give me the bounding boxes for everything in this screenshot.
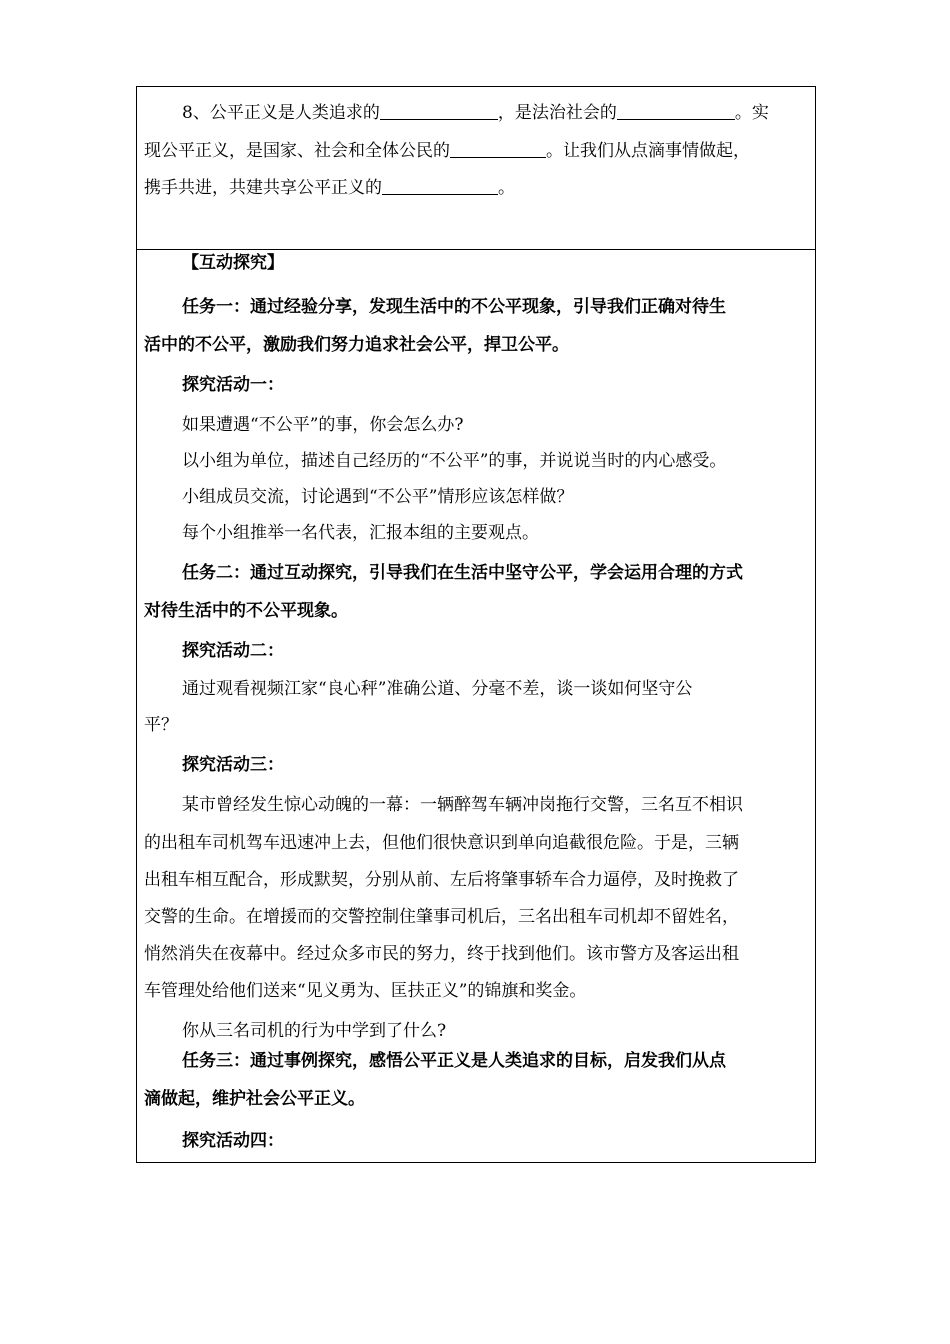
text: ，是法治社会的 bbox=[497, 103, 617, 123]
text: 8、公平正义是人类追求的 bbox=[182, 103, 380, 123]
section-heading: 【互动探究】 bbox=[182, 253, 284, 273]
activity-2-title: 探究活动二： bbox=[182, 641, 284, 661]
table-cell-fill-in bbox=[136, 86, 816, 250]
activity-1-question-3: 小组成员交流，讨论遇到“不公平”情形应该怎样做？ bbox=[182, 487, 574, 507]
activity-3-line-6: 车管理处给他们送来“见义勇为、匡扶正义”的锦旗和奖金。 bbox=[144, 981, 587, 1001]
answer-blank[interactable] bbox=[382, 176, 498, 195]
activity-1-question-4: 每个小组推举一名代表，汇报本组的主要观点。 bbox=[182, 523, 539, 543]
text: 。让我们从点滴事情做起， bbox=[546, 141, 750, 161]
text: 携手共进，共建共享公平正义的 bbox=[144, 178, 382, 198]
text: 。实 bbox=[734, 103, 769, 123]
activity-1-question-2: 以小组为单位，描述自己经历的“不公平”的事，并说说当时的内心感受。 bbox=[182, 451, 727, 471]
answer-blank[interactable] bbox=[450, 139, 546, 158]
question-8-line-2 bbox=[144, 139, 750, 163]
activity-1-title: 探究活动一： bbox=[182, 375, 284, 395]
task-3-line-2: 滴做起，维护社会公平正义。 bbox=[144, 1089, 365, 1109]
activity-4-title: 探究活动四： bbox=[182, 1131, 284, 1151]
activity-1-question-1: 如果遭遇“不公平”的事，你会怎么办? bbox=[182, 415, 464, 435]
activity-3-line-5: 悄然消失在夜幕中。经过众多市民的努力，终于找到他们。该市警方及客运出租 bbox=[144, 944, 739, 964]
answer-blank[interactable] bbox=[380, 101, 498, 120]
text: 现公平正义，是国家、社会和全体公民的 bbox=[144, 141, 450, 161]
activity-3-line-3: 出租车相互配合，形成默契，分别从前、左后将肇事轿车合力逼停，及时挽救了 bbox=[144, 870, 739, 890]
task-2-line-1: 任务二：通过互动探究，引导我们在生活中坚守公平，学会运用合理的方式 bbox=[182, 563, 743, 583]
table-cell-inquiry bbox=[136, 249, 816, 1163]
task-1-line-2: 活中的不公平，激励我们努力追求社会公平，捍卫公平。 bbox=[144, 335, 569, 355]
activity-3-line-1: 某市曾经发生惊心动魄的一幕：一辆醉驾车辆冲岗拖行交警，三名互不相识 bbox=[182, 795, 743, 815]
activity-3-line-2: 的出租车司机驾车迅速冲上去，但他们很快意识到单向追截很危险。于是，三辆 bbox=[144, 833, 739, 853]
activity-3-title: 探究活动三： bbox=[182, 755, 284, 775]
question-8-line-1 bbox=[182, 101, 769, 125]
text: 。 bbox=[498, 178, 515, 198]
question-8-line-3 bbox=[144, 176, 515, 200]
answer-blank[interactable] bbox=[617, 101, 735, 120]
activity-2-line-1: 通过观看视频江家“良心秤”准确公道、分毫不差，谈一谈如何坚守公 bbox=[182, 679, 693, 699]
task-1-line-1: 任务一：通过经验分享，发现生活中的不公平现象，引导我们正确对待生 bbox=[182, 297, 726, 317]
activity-2-line-2: 平？ bbox=[144, 715, 178, 735]
task-2-line-2: 对待生活中的不公平现象。 bbox=[144, 601, 348, 621]
activity-3-question: 你从三名司机的行为中学到了什么? bbox=[182, 1021, 447, 1041]
activity-3-line-4: 交警的生命。在增援而的交警控制住肇事司机后，三名出租车司机却不留姓名， bbox=[144, 907, 739, 927]
task-3-line-1: 任务三：通过事例探究，感悟公平正义是人类追求的目标，启发我们从点 bbox=[182, 1051, 726, 1071]
